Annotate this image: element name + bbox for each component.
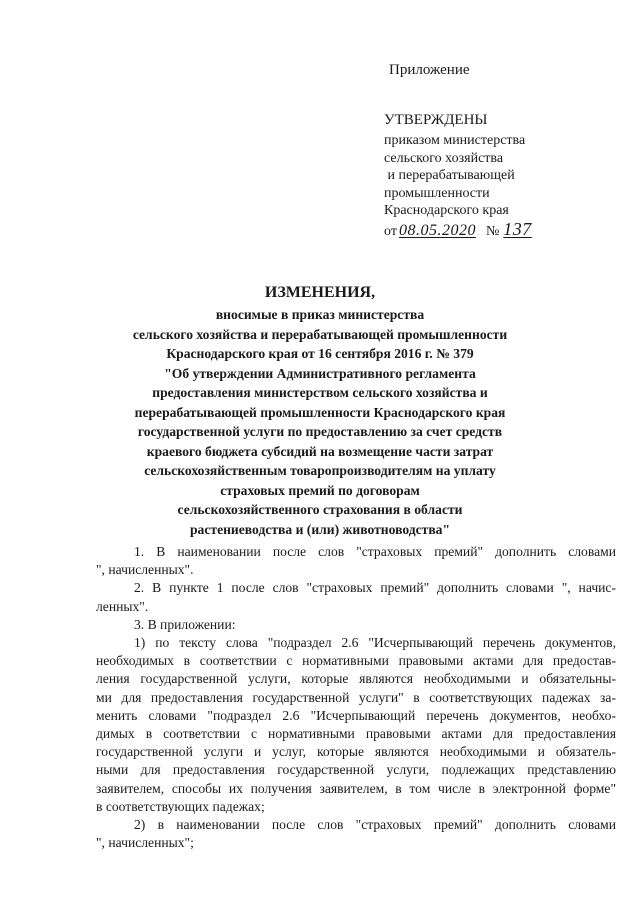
subtitle-line: Краснодарского края от 16 сентября 2016 г. № 379 xyxy=(166,346,474,361)
appendix-label: Приложение xyxy=(389,62,470,78)
approval-line: промышленности xyxy=(384,185,490,201)
subtitle-line: краевого бюджета субсидий на возмещение части затрат xyxy=(146,443,494,459)
approval-block xyxy=(384,111,574,240)
handwritten-date: 08.05.2020 xyxy=(398,221,476,239)
document-title: ИЗМЕНЕНИЯ, xyxy=(264,284,376,301)
subtitle-line: сельскохозяйственного страхования в области xyxy=(177,502,463,517)
approval-line: сельского хозяйства xyxy=(384,150,504,166)
body-line: ными для предоставления государственной услуги, подлежащих представлению xyxy=(96,762,616,778)
body-line: менить словами "подраздел 2.6 "Исчерпывающий перечень документов, необхо- xyxy=(96,707,616,723)
subtitle-line: растениеводства и (или) животноводства" xyxy=(190,521,450,537)
body-line: ", начисленных"; xyxy=(96,835,194,851)
body-line: 3. В приложении: xyxy=(134,616,236,632)
subtitle-line: государственной услуги по предоставлению за счет средств xyxy=(137,424,503,439)
body-line: 1. В наименовании после слов "страховых премий" дополнить словами xyxy=(134,544,616,559)
approval-line: Краснодарского края xyxy=(384,203,509,218)
body-line: ления государственной услуги, которые являются необходимыми и обязательны- xyxy=(96,671,616,687)
subtitle-line: "Об утверждении Административного регламента xyxy=(164,365,476,381)
order-date-number xyxy=(384,218,574,241)
subtitle-line: сельского хозяйства и перерабатывающей промышленности xyxy=(132,326,508,342)
body-line: ленных". xyxy=(96,598,149,614)
body-line: ми для предоставления государственной услуги" в соответствующих падежах за- xyxy=(96,689,616,705)
body-line: заявителем, способы их получения заявителем, в том числе в электронной форме" xyxy=(96,780,616,796)
body-line: ", начисленных". xyxy=(96,562,194,578)
document-body xyxy=(96,543,616,852)
approval-heading: УТВЕРЖДЕНЫ xyxy=(384,112,488,128)
date-prefix: от xyxy=(384,223,397,239)
subtitle-line: сельскохозяйственным товаропроизводителям на уплату xyxy=(144,463,496,478)
body-line: 2) в наименовании после слов "страховых премий" дополнить словами xyxy=(134,817,616,833)
subtitle-line: страховых премий по договорам xyxy=(220,482,420,498)
approval-line: приказом министерства xyxy=(384,133,526,148)
number-prefix: № xyxy=(485,223,500,239)
subtitle-line: вносимые в приказ министерства xyxy=(215,307,425,322)
body-line: 2. В пункте 1 после слов "страховых премий" дополнить словами ", начис- xyxy=(134,580,616,596)
body-line: в соответствующих падежах; xyxy=(96,798,265,814)
subtitle-line: предоставления министерством сельского хозяйства и xyxy=(152,385,488,400)
subtitle-line: перерабатывающей промышленности Краснодарского края xyxy=(134,404,506,420)
body-line: димых в соответствии с нормативными правовыми актами для предоставления xyxy=(96,726,616,742)
document-title-block xyxy=(100,283,540,539)
approval-line: и перерабатывающей xyxy=(384,168,515,183)
body-line: необходимых в соответствии с нормативными правовыми актами для предостав- xyxy=(96,653,616,669)
handwritten-number: 137 xyxy=(503,218,532,239)
body-line: 1) по тексту слова "подраздел 2.6 "Исчерпывающий перечень документов, xyxy=(134,635,616,651)
body-line: государственной услуги и услуг, которые являются необходимыми и обязатель- xyxy=(96,744,616,760)
